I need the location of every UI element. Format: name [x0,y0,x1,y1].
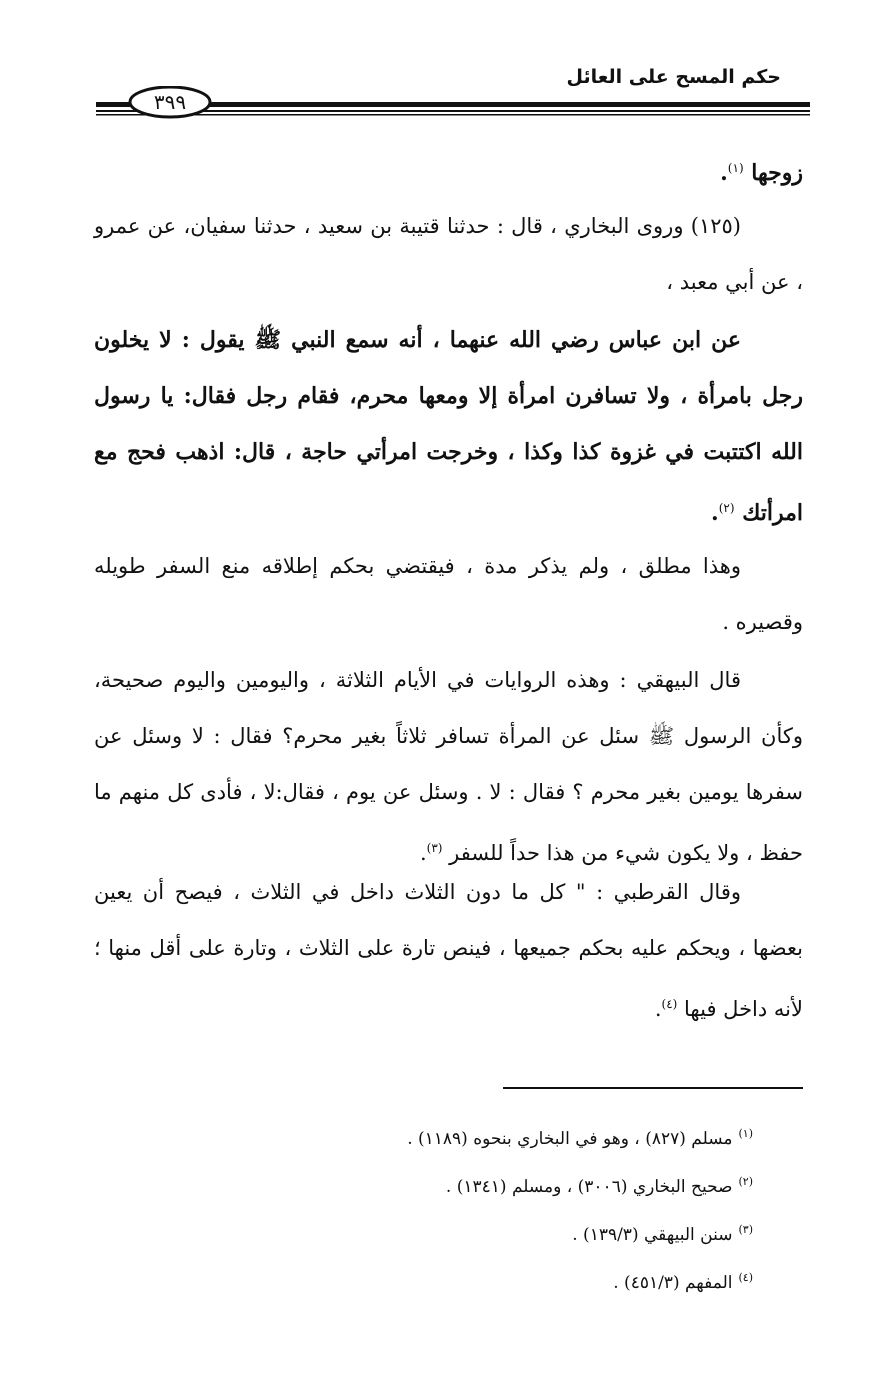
hadith-matn-end: . [711,500,719,526]
paragraph-6-text: وقال القرطبي : " كل ما دون الثلاث داخل في الثلاث ، فيصح أن يعين بعضها ، ويحكم عليه بحكم جميعها ، فينص تارة على الثلاث ، وتارة على أقل منها ؛ لأنه داخل فيها [94,880,803,1021]
footnote-text: صحيح البخاري (٣٠٠٦) ، ومسلم (١٣٤١) . [445,1177,733,1197]
running-title: حكم المسح على العائل [566,66,781,88]
footnote-ref-1[interactable]: (١) [727,161,744,175]
footnote-ref-2[interactable]: (٢) [718,501,735,515]
paragraph-6-end: . [654,997,662,1021]
paragraph-5 [94,652,803,881]
footnote-text: مسلم (٨٢٧) ، وهو في البخاري بنحوه (١١٨٩) . [407,1129,733,1149]
footnote-ref-4[interactable]: (٤) [661,997,678,1011]
paragraph-5-end: . [419,841,427,865]
paragraph-5-text: قال البيهقي : وهذه الروايات في الأيام الثلاثة ، واليومين واليوم صحيحة، وكأن الرسول ﷺ سئل عن المرأة تسافر ثلاثاً بغير محرم؟ فقال : لا وسئل عن سفرها يومين بغير محرم ؟ فقال : لا . وسئل عن يوم ، فقال:لا ، فأدى كل منهم ما حفظ ، ولا يكون شيء من هذا حداً للسفر [94,668,803,865]
footnote-separator [503,1087,803,1089]
footnote-4 [113,1254,753,1302]
paragraph-1 [94,140,803,201]
footnote-number: (٤) [738,1271,753,1284]
paragraph-6 [94,864,803,1037]
hadith-isnad: (١٢٥) وروى البخاري ، قال : حدثنا قتيبة بن سعيد ، حدثنا سفيان، عن عمرو ، عن أبي معبد ، [94,214,803,294]
paragraph-1-text: زوجها [751,160,803,186]
footnote-2 [113,1158,753,1206]
hadith-matn-text: عن ابن عباس رضي الله عنهما ، أنه سمع النبي ﷺ يقول : لا يخلون رجل بامرأة ، ولا تسافرن امرأة إلا ومعها محرم، فقام رجل فقال: يا رسول الله اكتتبت في غزوة كذا وكذا ، وخرجت امرأتي حاجة ، قال: اذهب فحج مع امرأتك [94,327,803,526]
footnote-number: (٣) [738,1223,753,1236]
footnote-text: المفهم (٤٥١/٣) . [613,1273,733,1293]
footnote-text: سنن البيهقي (١٣٩/٣) . [572,1225,733,1245]
footnote-3 [113,1206,753,1254]
paragraph-4: وهذا مطلق ، ولم يذكر مدة ، فيقتضي بحكم إطلاقه منع السفر طويله وقصيره . [94,554,803,634]
hadith-matn [94,312,803,541]
footnote-1 [113,1110,753,1158]
footnote-number: (٢) [738,1175,753,1188]
paragraph-1-end: . [720,160,728,186]
footnote-number: (١) [738,1127,753,1140]
footnotes [113,1110,753,1302]
footnote-ref-3[interactable]: (٣) [426,841,443,855]
page-number: ٣٩٩ [153,90,187,114]
